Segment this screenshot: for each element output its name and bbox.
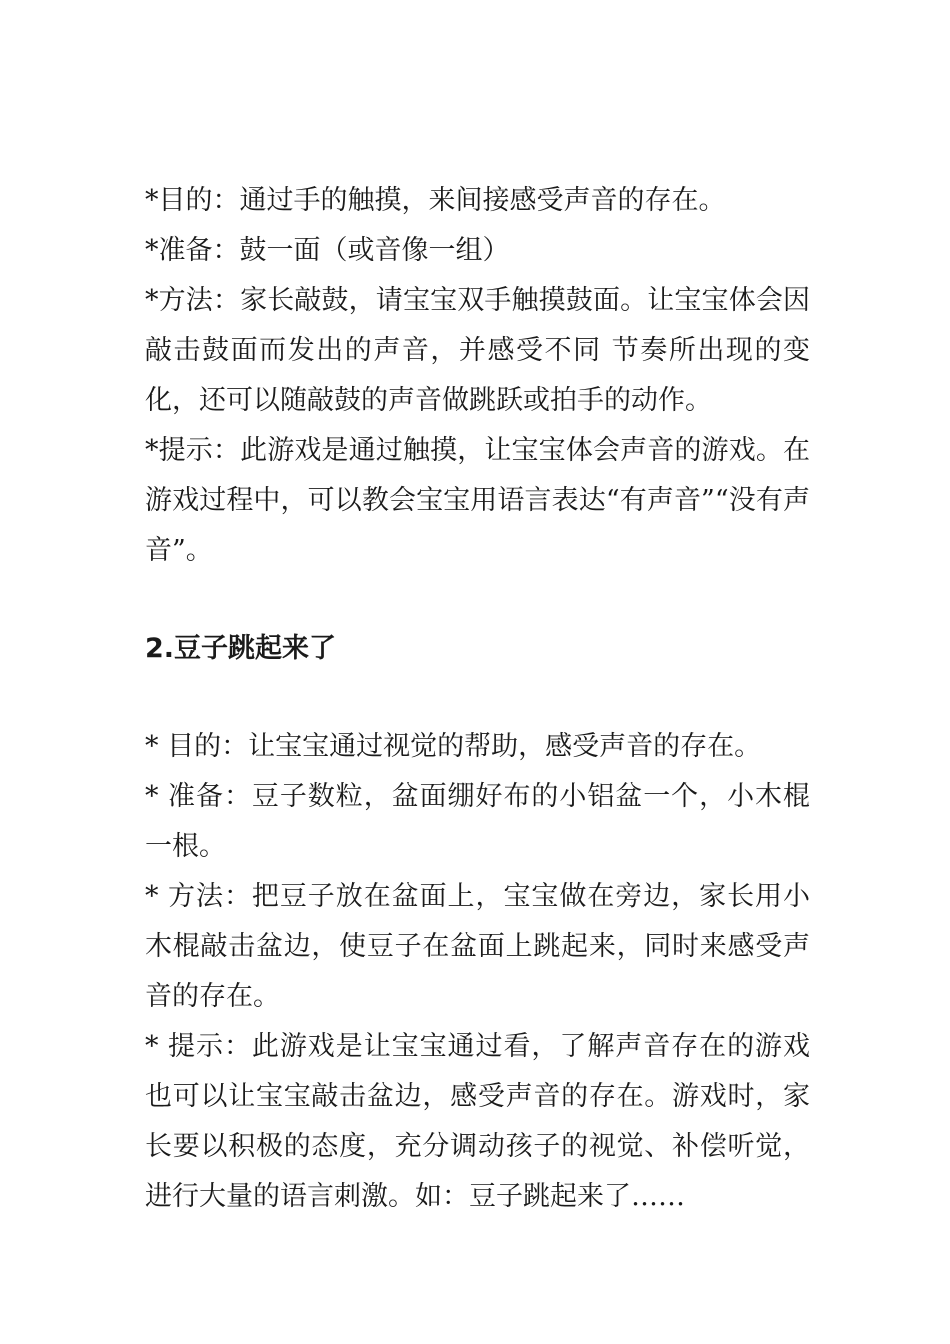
paragraph-tip: *提示：此游戏是通过触摸，让宝宝体会声音的游戏。在游戏过程中，可以教会宝宝用语言表达“有声音”“没有声音”。 — [145, 435, 810, 566]
paragraph-method: * 方法：把豆子放在盆面上，宝宝做在旁边，家长用小木棍敲击盆边，使豆子在盆面上跳起来，同时来感受声音的存在。 — [145, 881, 810, 1012]
section-heading: 2.豆子跳起来了 — [145, 633, 337, 664]
spacer — [145, 576, 810, 624]
section-beans-jump — [145, 722, 810, 1222]
document-body — [145, 176, 810, 1222]
spacer — [145, 674, 810, 722]
paragraph-purpose: *目的：通过手的触摸，来间接感受声音的存在。 — [145, 185, 726, 216]
paragraph-purpose: * 目的：让宝宝通过视觉的帮助，感受声音的存在。 — [145, 731, 762, 762]
paragraph-preparation: * 准备：豆子数粒，盆面绷好布的小铝盆一个，小木棍一根。 — [145, 781, 810, 862]
paragraph-method: *方法：家长敲鼓，请宝宝双手触摸鼓面。让宝宝体会因敲击鼓面而发出的声音，并感受不同 节奏所出现的变化，还可以随敲鼓的声音做跳跃或拍手的动作。 — [145, 285, 810, 416]
paragraph-tip: * 提示：此游戏是让宝宝通过看，了解声音存在的游戏也可以让宝宝敲击盆边，感受声音的存在。游戏时，家长要以积极的态度，充分调动孩子的视觉、补偿听觉，进行大量的语言刺激。如：豆子跳起来了…… — [145, 1031, 810, 1212]
paragraph-preparation: *准备：鼓一面（或音像一组） — [145, 235, 510, 266]
section-touch-drum — [145, 176, 810, 576]
